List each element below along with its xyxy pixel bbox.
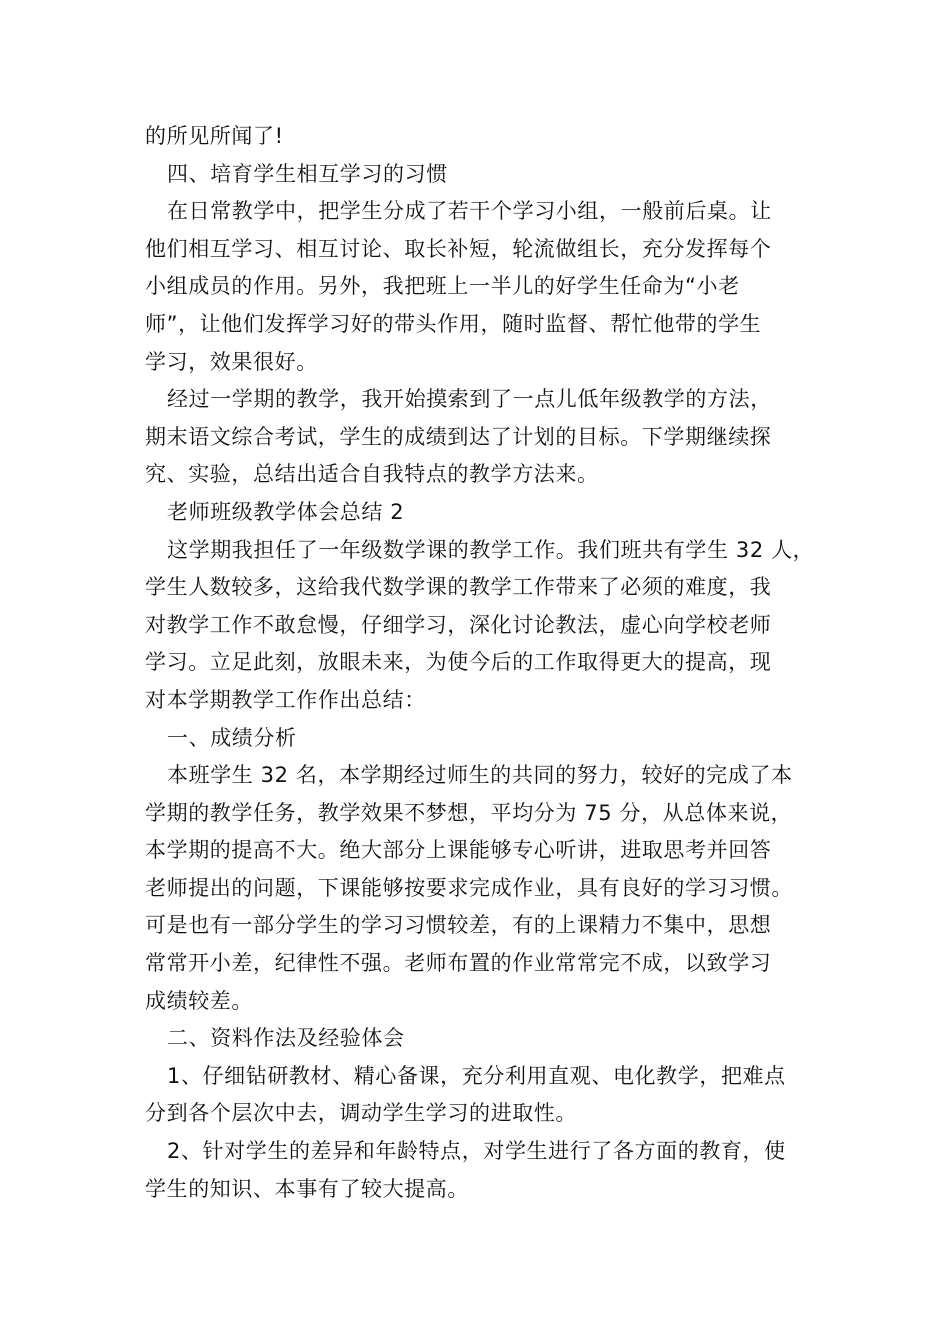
text-line: 常常开小差，纪律性不强。老师布置的作业常常完不成，以致学习 — [145, 951, 772, 976]
text-line: 师”，让他们发挥学习好的带头作用，随时监督、帮忙他带的学生 — [145, 311, 762, 336]
text-line: 可是也有一部分学生的学习习惯较差，有的上课精力不集中，思想 — [145, 913, 772, 938]
text-line: 成绩较差。 — [145, 988, 253, 1013]
text-line: 2、针对学生的差异和年龄特点，对学生进行了各方面的教育，使 — [167, 1139, 786, 1164]
text-line: 这学期我担任了一年级数学课的教学工作。我们班共有学生 32 人， — [167, 537, 815, 562]
text-line: 他们相互学习、相互讨论、取长补短，轮流做组长，充分发挥每个 — [145, 236, 772, 261]
text-line: 学生的知识、本事有了较大提高。 — [145, 1176, 469, 1201]
text-line: 分到各个层次中去，调动学生学习的进取性。 — [145, 1101, 577, 1126]
text-line: 经过一学期的教学，我开始摸索到了一点儿低年级教学的方法， — [167, 387, 772, 412]
text-line: 小组成员的作用。另外，我把班上一半儿的好学生任命为“小老 — [145, 274, 740, 299]
text-line: 本班学生 32 名，本学期经过师生的共同的努力，较好的完成了本 — [167, 763, 793, 788]
text-line: 的所见所闻了! — [145, 124, 284, 148]
text-line: 期末语文综合考试，学生的成绩到达了计划的目标。下学期继续探 — [145, 424, 772, 449]
text-line: 本学期的提高不大。绝大部分上课能够专心听讲，进取思考并回答 — [145, 838, 772, 863]
text-line: 学生人数较多，这给我代数学课的教学工作带来了必须的难度，我 — [145, 575, 772, 600]
text-line: 在日常教学中，把学生分成了若干个学习小组，一般前后桌。让 — [167, 199, 772, 224]
text-line: 究、实验，总结出适合自我特点的教学方法来。 — [145, 462, 599, 487]
document-title: 老师班级教学体会总结 2 — [167, 499, 405, 524]
text-line: 1、仔细钻研教材、精心备课，充分利用直观、电化教学，把难点 — [167, 1063, 786, 1088]
text-line: 学习。立足此刻，放眼未来，为使今后的工作取得更大的提高，现 — [145, 650, 772, 675]
text-line: 对教学工作不敢怠慢，仔细学习，深化讨论教法，虚心向学校老师 — [145, 612, 772, 637]
text-line: 学习，效果很好。 — [145, 349, 318, 374]
section-heading: 二、资料作法及经验体会 — [167, 1026, 405, 1051]
document-body — [145, 118, 817, 1208]
text-line: 学期的教学任务，教学效果不梦想，平均分为 75 分，从总体来说， — [145, 800, 793, 825]
text-line: 老师提出的问题，下课能够按要求完成作业，具有良好的学习习惯。 — [145, 875, 793, 900]
section-heading: 一、成绩分析 — [167, 725, 297, 750]
section-heading: 四、培育学生相互学习的习惯 — [167, 161, 448, 186]
text-line: 对本学期教学工作作出总结： — [145, 687, 426, 712]
